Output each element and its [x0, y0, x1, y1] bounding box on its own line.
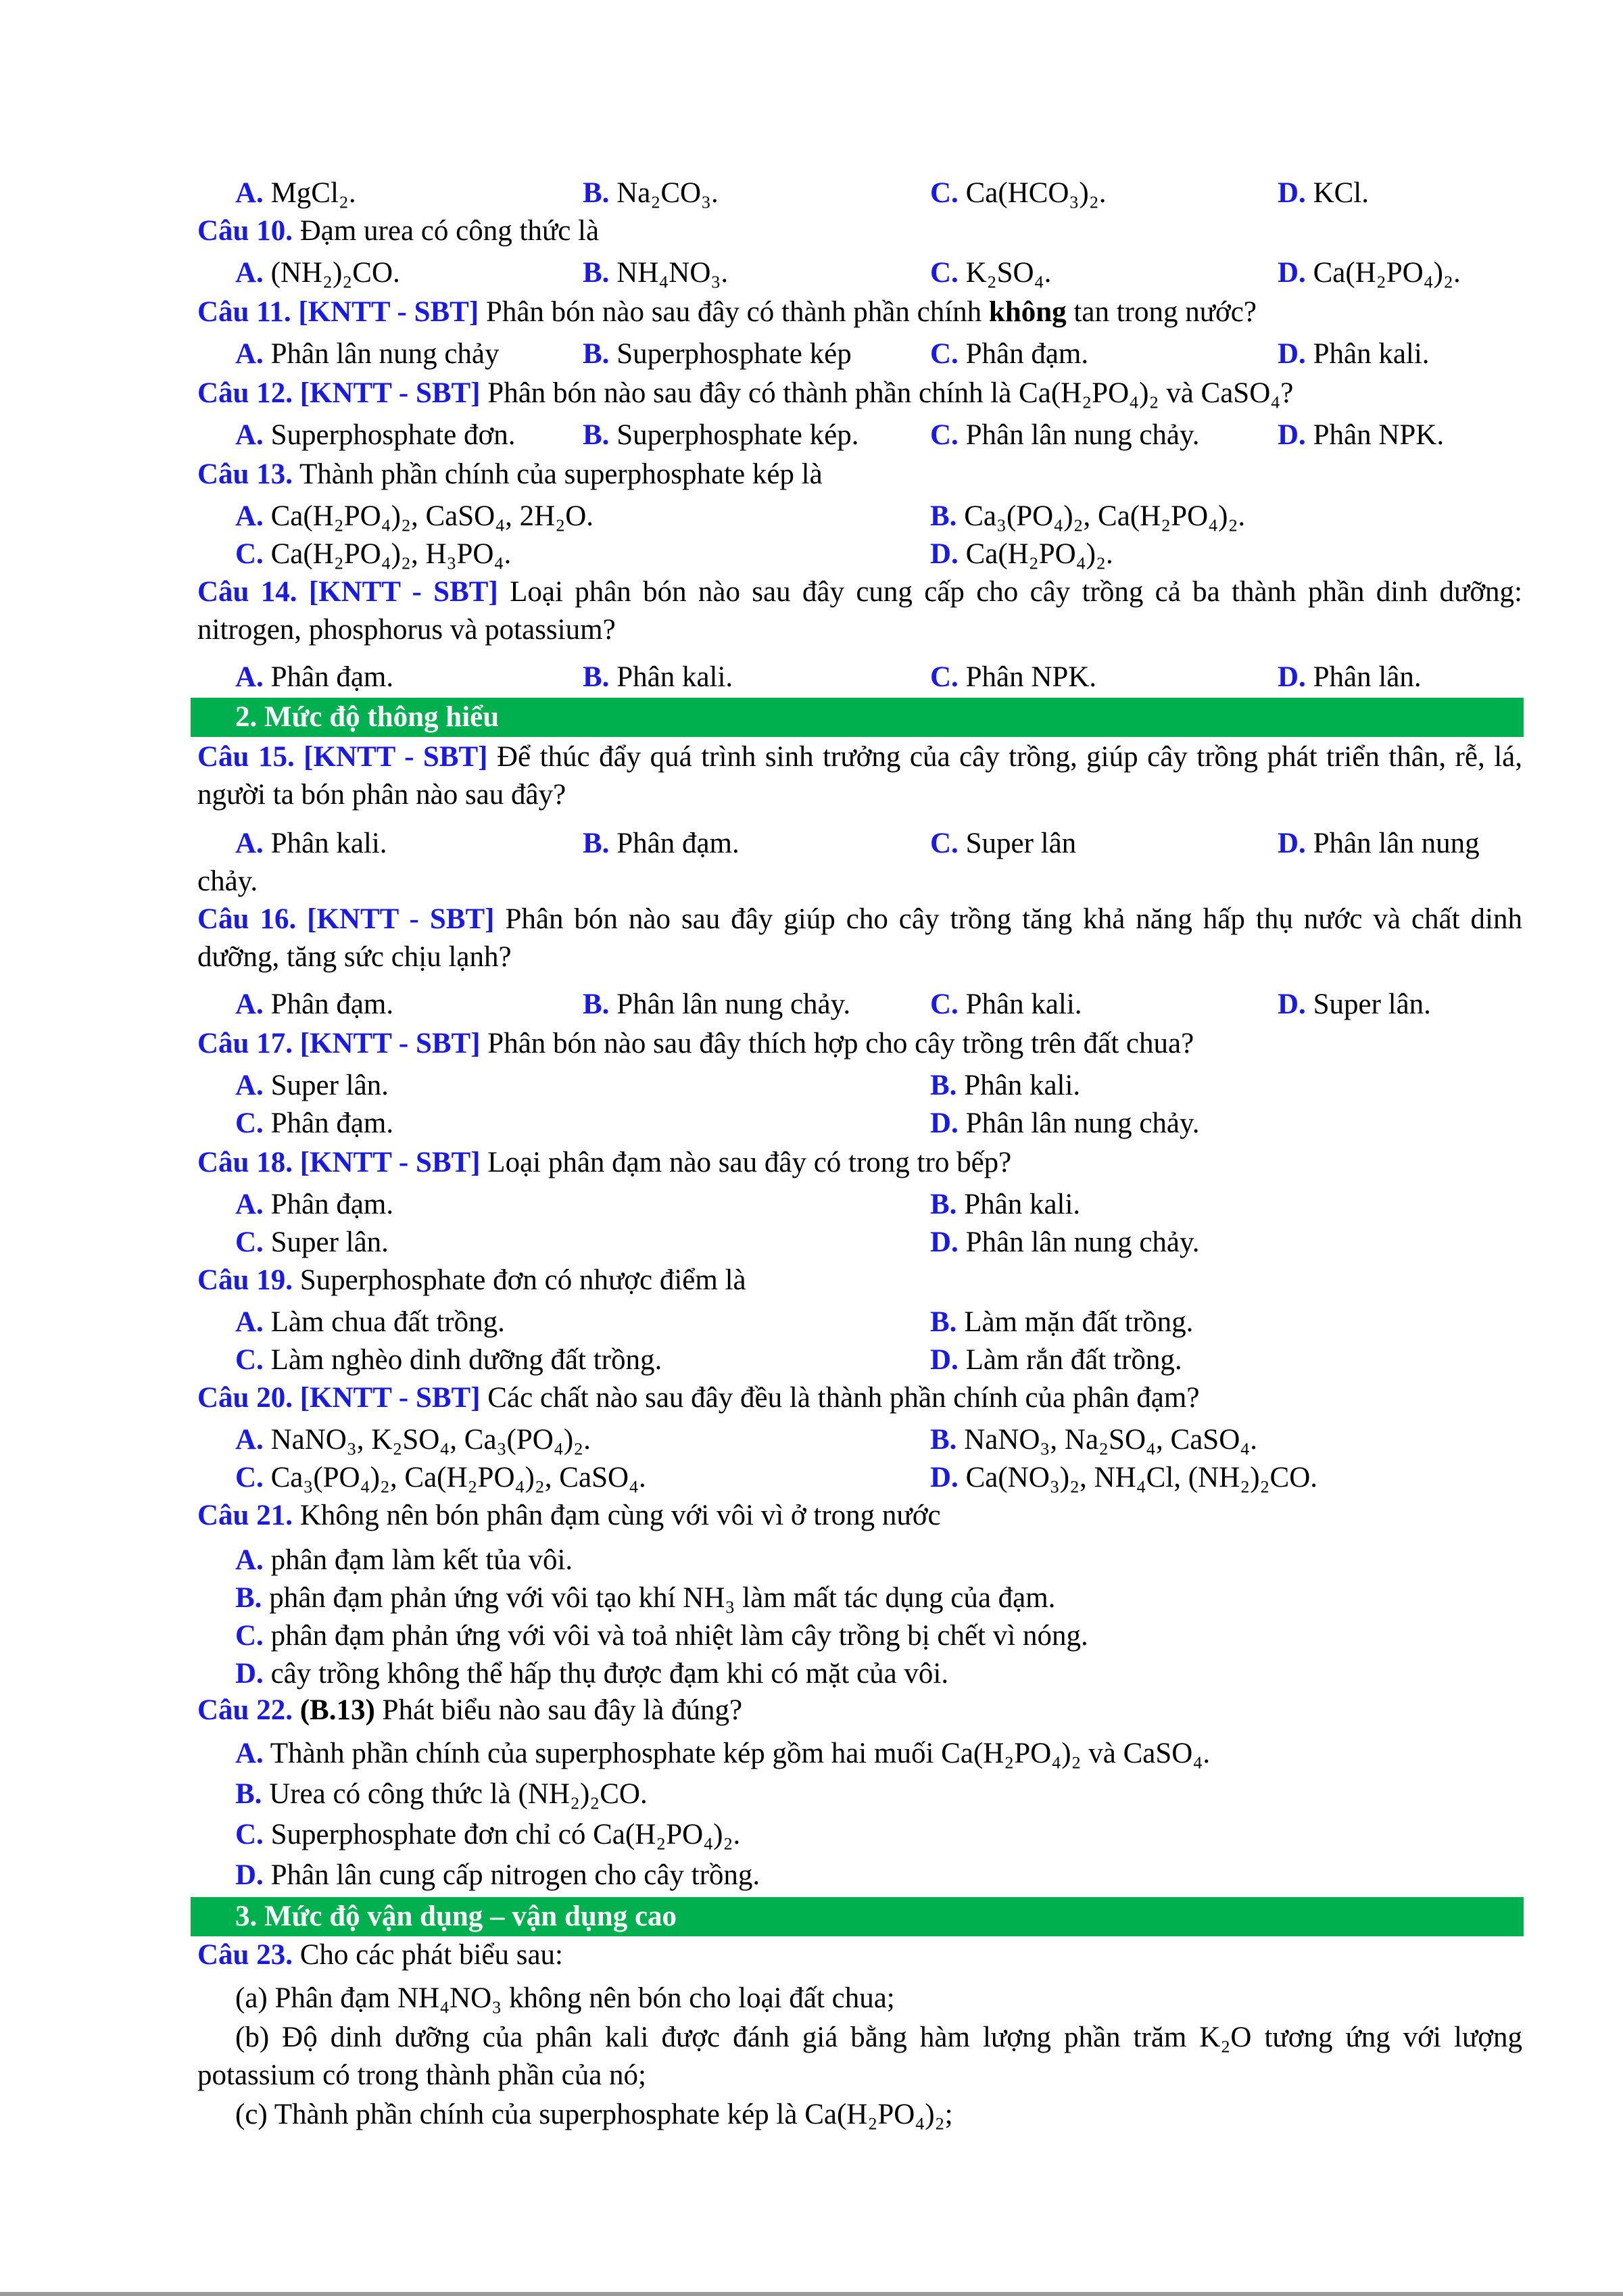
option-b: B. NaNO₃, Na₂SO₄, CaSO₄.: [930, 1424, 1257, 1456]
option-b: B. Urea có công thức là (NH₂)₂CO.: [235, 1778, 648, 1810]
option-d: D. Phân lân nung chảy.: [930, 1226, 1200, 1258]
question-10: Câu 10. Đạm urea có công thức là: [197, 215, 600, 247]
option-a: A. (NH₂)₂CO.: [235, 257, 400, 289]
question-23: Câu 23. Cho các phát biểu sau:: [197, 1939, 563, 1971]
option-b: B. Superphosphate kép: [583, 338, 852, 370]
option-d: D. Super lân.: [1278, 988, 1431, 1020]
option-b: B. phân đạm phản ứng với vôi tạo khí NH₃ làm mất tác dụng của đạm.: [235, 1582, 1056, 1614]
option-b: B. Ca₃(PO₄)₂, Ca(H₂PO₄)₂.: [930, 500, 1246, 532]
question-20: Câu 20. [KNTT - SBT] Các chất nào sau đây đều là thành phần chính của phân đạm?: [197, 1382, 1200, 1414]
option-b: B. Superphosphate kép.: [583, 419, 859, 451]
option-d: D. Phân lân cung cấp nitrogen cho cây trồng.: [235, 1859, 760, 1891]
option-c: C. K₂SO₄.: [930, 257, 1052, 289]
option-c: C. phân đạm phản ứng với vôi và toả nhiệt làm cây trồng bị chết vì nóng.: [235, 1620, 1088, 1652]
option-c: C. Super lân: [930, 828, 1077, 859]
option-b: B. Phân kali.: [930, 1070, 1081, 1101]
statement-c: (c) Thành phần chính của superphosphate kép là Ca(H₂PO₄)₂;: [235, 2099, 953, 2130]
option-d: D. KCl.: [1278, 177, 1369, 209]
question-15: Câu 15. [KNTT - SBT] Để thúc đẩy quá trình sinh trưởng của cây trồng, giúp cây trồng phát triển thân, rễ, lá, người ta bón phân nào sau đây?: [197, 741, 1522, 811]
option-c: C. Làm nghèo dinh dưỡng đất trồng.: [235, 1344, 662, 1376]
option-b: B. NH₄NO₃.: [583, 257, 729, 289]
question-19: Câu 19. Superphosphate đơn có nhược điểm là: [197, 1264, 746, 1296]
option-a: A. MgCl₂.: [235, 177, 356, 209]
option-d: D. Phân NPK.: [1278, 419, 1445, 451]
question-12: Câu 12. [KNTT - SBT] Phân bón nào sau đây có thành phần chính là Ca(H₂PO₄)₂ và CaSO₄?: [197, 377, 1294, 409]
statement-b: (b) Độ dinh dưỡng của phân kali được đánh giá bằng hàm lượng phần trăm K₂O tương ứng với lượng potassium có trong thành phần của nó;: [197, 2022, 1522, 2091]
option-a: A. Thành phần chính của superphosphate kép gồm hai muối Ca(H₂PO₄)₂ và CaSO₄.: [235, 1738, 1211, 1769]
question-14: Câu 14. [KNTT - SBT] Loại phân bón nào sau đây cung cấp cho cây trồng cả ba thành phần dinh dưỡng: nitrogen, phosphorus và potassium?: [197, 576, 1522, 646]
option-a: A. Phân kali.: [235, 828, 387, 859]
option-a: A. phân đạm làm kết tủa vôi.: [235, 1544, 573, 1576]
question-13: Câu 13. Thành phần chính của superphosphate kép là: [197, 458, 823, 490]
question-11: Câu 11. [KNTT - SBT] Phân bón nào sau đây có thành phần chính không tan trong nước?: [197, 296, 1257, 328]
option-d: D. Phân kali.: [1278, 338, 1430, 370]
question-17: Câu 17. [KNTT - SBT] Phân bón nào sau đây thích hợp cho cây trồng trên đất chua?: [197, 1028, 1194, 1059]
option-d: D. Ca(NO₃)₂, NH₄Cl, (NH₂)₂CO.: [930, 1462, 1317, 1493]
option-b: B. Phân đạm.: [583, 828, 740, 859]
option-c: C. Ca(H₂PO₄)₂, H₃PO₄.: [235, 538, 512, 570]
option-a: A. NaNO₃, K₂SO₄, Ca₃(PO₄)₂.: [235, 1424, 591, 1456]
option-c: C. Super lân.: [235, 1226, 389, 1258]
option-c: C. Phân lân nung chảy.: [930, 419, 1200, 451]
option-a: A. Phân lân nung chảy: [235, 338, 500, 370]
option-d: D. Làm rắn đất trồng.: [930, 1344, 1182, 1376]
question-18: Câu 18. [KNTT - SBT] Loại phân đạm nào sau đây có trong tro bếp?: [197, 1147, 1012, 1178]
option-b: B. Phân kali.: [930, 1189, 1081, 1220]
option-d: D. Ca(H₂PO₄)₂.: [1278, 257, 1461, 289]
option-d: D. Phân lân nung: [1278, 828, 1480, 859]
option-b: B. Phân kali.: [583, 661, 733, 693]
statement-a: (a) Phân đạm NH₄NO₃ không nên bón cho loại đất chua;: [235, 1982, 895, 2014]
option-a: A. Ca(H₂PO₄)₂, CaSO₄, 2H₂O.: [235, 500, 594, 532]
option-d-continuation: chảy.: [197, 865, 258, 897]
option-b: B. Na₂CO₃.: [583, 177, 719, 209]
section-header: 2. Mức độ thông hiểu: [191, 698, 1524, 737]
option-c: C. Superphosphate đơn chỉ có Ca(H₂PO₄)₂.: [235, 1819, 741, 1850]
option-d: D. Phân lân nung chảy.: [930, 1107, 1200, 1139]
option-c: C. Phân đạm.: [930, 338, 1089, 370]
option-a: A. Phân đạm.: [235, 988, 394, 1020]
question-16: Câu 16. [KNTT - SBT] Phân bón nào sau đây giúp cho cây trồng tăng khả năng hấp thụ nước và chất dinh dưỡng, tăng sức chịu lạnh?: [197, 903, 1523, 973]
question-21: Câu 21. Không nên bón phân đạm cùng với vôi vì ở trong nước: [197, 1500, 941, 1531]
option-a: A. Super lân.: [235, 1070, 389, 1101]
option-c: C. Ca(HCO₃)₂.: [930, 177, 1107, 209]
option-d: D. Phân lân.: [1278, 661, 1422, 693]
option-a: A. Phân đạm.: [235, 1189, 394, 1220]
option-a: A. Phân đạm.: [235, 661, 394, 693]
option-c: C. Phân kali.: [930, 988, 1082, 1020]
option-b: B. Phân lân nung chảy.: [583, 988, 851, 1020]
option-c: C. Ca₃(PO₄)₂, Ca(H₂PO₄)₂, CaSO₄.: [235, 1462, 646, 1493]
option-b: B. Làm mặn đất trồng.: [930, 1306, 1194, 1338]
option-c: C. Phân NPK.: [930, 661, 1097, 693]
option-d: D. cây trồng không thể hấp thụ được đạm khi có mặt của vôi.: [235, 1658, 949, 1690]
option-a: A. Làm chua đất trồng.: [235, 1306, 505, 1338]
option-d: D. Ca(H₂PO₄)₂.: [930, 538, 1113, 570]
question-22: Câu 22. (B.13) Phát biểu nào sau đây là đúng?: [197, 1694, 743, 1726]
option-a: A. Superphosphate đơn.: [235, 419, 516, 451]
option-c: C. Phân đạm.: [235, 1107, 394, 1139]
page-bottom-border: [0, 2292, 1623, 2296]
section-header: 3. Mức độ vận dụng – vận dụng cao: [191, 1897, 1524, 1936]
